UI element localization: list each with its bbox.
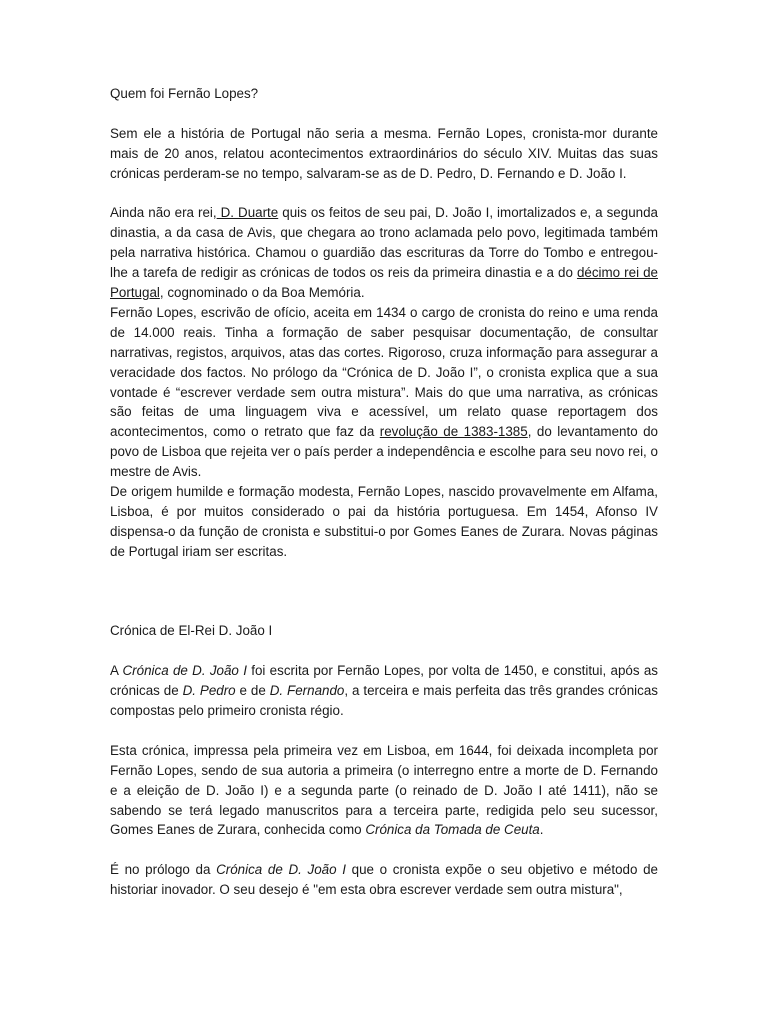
section-heading-fernao-lopes: Quem foi Fernão Lopes? (110, 86, 259, 101)
paragraph-text: Esta crónica, impressa pela primeira vez em Lisboa, em 1644, foi deixada incompleta por Fernão Lopes, sendo de sua autoria a primeira (o interregno entre a morte de D. Fernando e a eleição de D. João I) e a segunda parte (o reinado de D. João I até 1411), não se sabendo se terá legado manuscritos para a terceira parte, redigida pelo seu sucessor, Gomes Eanes de Zurara, conhecida como (110, 742, 658, 838)
paragraph-text: , cognominado o da Boa Memória. (159, 285, 365, 301)
section-heading-cronica: Crónica de El-Rei D. João I (110, 623, 273, 639)
paragraph-text: A (110, 663, 123, 679)
paragraph-text: foi escrita por Fernão Lopes, por volta de 1450, e constitui, após as crónicas de (110, 663, 658, 699)
paragraph-text: Ainda não era rei, (110, 205, 217, 221)
paragraph-text: Sem ele a história de Portugal não seria a mesma. Fernão Lopes, cronista-mor durante mais de 20 anos, relatou acontecimentos extraordinários do século XIV. Muitas das suas crónicas perderam-se no tempo, salvaram-se as de D. Pedro, D. Fernando e D. João I. (110, 125, 658, 181)
paragraph-text: É no prólogo da (110, 862, 217, 878)
italic-title: Crónica de D. João I (216, 862, 346, 878)
paragraph-d-duarte (110, 203, 658, 303)
paragraph-text: que o cronista expõe o seu objetivo e método de historiar inovador. O seu desejo é "em esta obra escrever verdade sem outra mistura", (110, 862, 659, 898)
paragraph-intro (110, 124, 658, 184)
paragraph-text: e de (235, 683, 270, 699)
paragraph-escrivao (110, 303, 658, 482)
italic-title: Crónica de D. João I (122, 663, 247, 679)
paragraph-text: , do levantamento do povo de Lisboa que rejeita ver o país perder a independência e escolhe para seu novo rei, o mestre de Avis. (110, 424, 659, 480)
document-page (110, 84, 658, 900)
paragraph-text: Fernão Lopes, escrivão de ofício, aceita em 1434 o cargo de cronista do reino e uma renda de 14.000 reais. Tinha a formação de saber pesquisar documentação, de consultar narrativas, registos, arquivos, atas das cortes. Rigoroso, cruza informação para assegurar a veracidade dos factos. No prólogo da “Crónica de D. João I”, o cronista explica que a sua vontade é “escrever verdade sem outra mistura”. Mais do que uma narrativa, as crónicas são feitas de uma linguagem viva e acessível, um relato quase reportagem dos acontecimentos, como o retrato que faz da (110, 304, 658, 440)
paragraph-text: . (539, 822, 544, 838)
paragraph-impressa (110, 741, 658, 841)
paragraph-text: quis os feitos de seu pai, D. João I, imortalizados e, a segunda dinastia, a da casa de Avis, que chegara ao trono aclamada pelo povo, legitimada também pela narrativa histórica. Chamou o guardião das escrituras da Torre do Tombo e entregou-lhe a tarefa de redigir as crónicas de todos os reis da primeira dinastia e a do (110, 205, 658, 281)
link-decimo-rei[interactable]: décimo rei de Portugal (110, 265, 658, 301)
italic-title: D. Pedro (182, 683, 236, 699)
link-revolucao-1383-1385[interactable]: revolução de 1383-1385 (379, 424, 528, 440)
italic-title: Crónica da Tomada de Ceuta (365, 822, 540, 838)
italic-title: D. Fernando (269, 683, 345, 699)
paragraph-prologo (110, 860, 658, 900)
paragraph-cronica-intro (110, 661, 658, 721)
section-spacer (110, 562, 658, 622)
paragraph-origem (110, 482, 658, 562)
link-d-duarte[interactable]: D. Duarte (216, 205, 279, 221)
paragraph-text: , a terceira e mais perfeita das três grandes crónicas compostas pelo primeiro cronista régio. (110, 683, 658, 719)
paragraph-text: De origem humilde e formação modesta, Fernão Lopes, nascido provavelmente em Alfama, Lisboa, é por muitos considerado o pai da história portuguesa. Em 1454, Afonso IV dispensa-o da função de cronista e substitui-o por Gomes Eanes de Zurara. Novas páginas de Portugal iriam ser escritas. (110, 484, 658, 559)
